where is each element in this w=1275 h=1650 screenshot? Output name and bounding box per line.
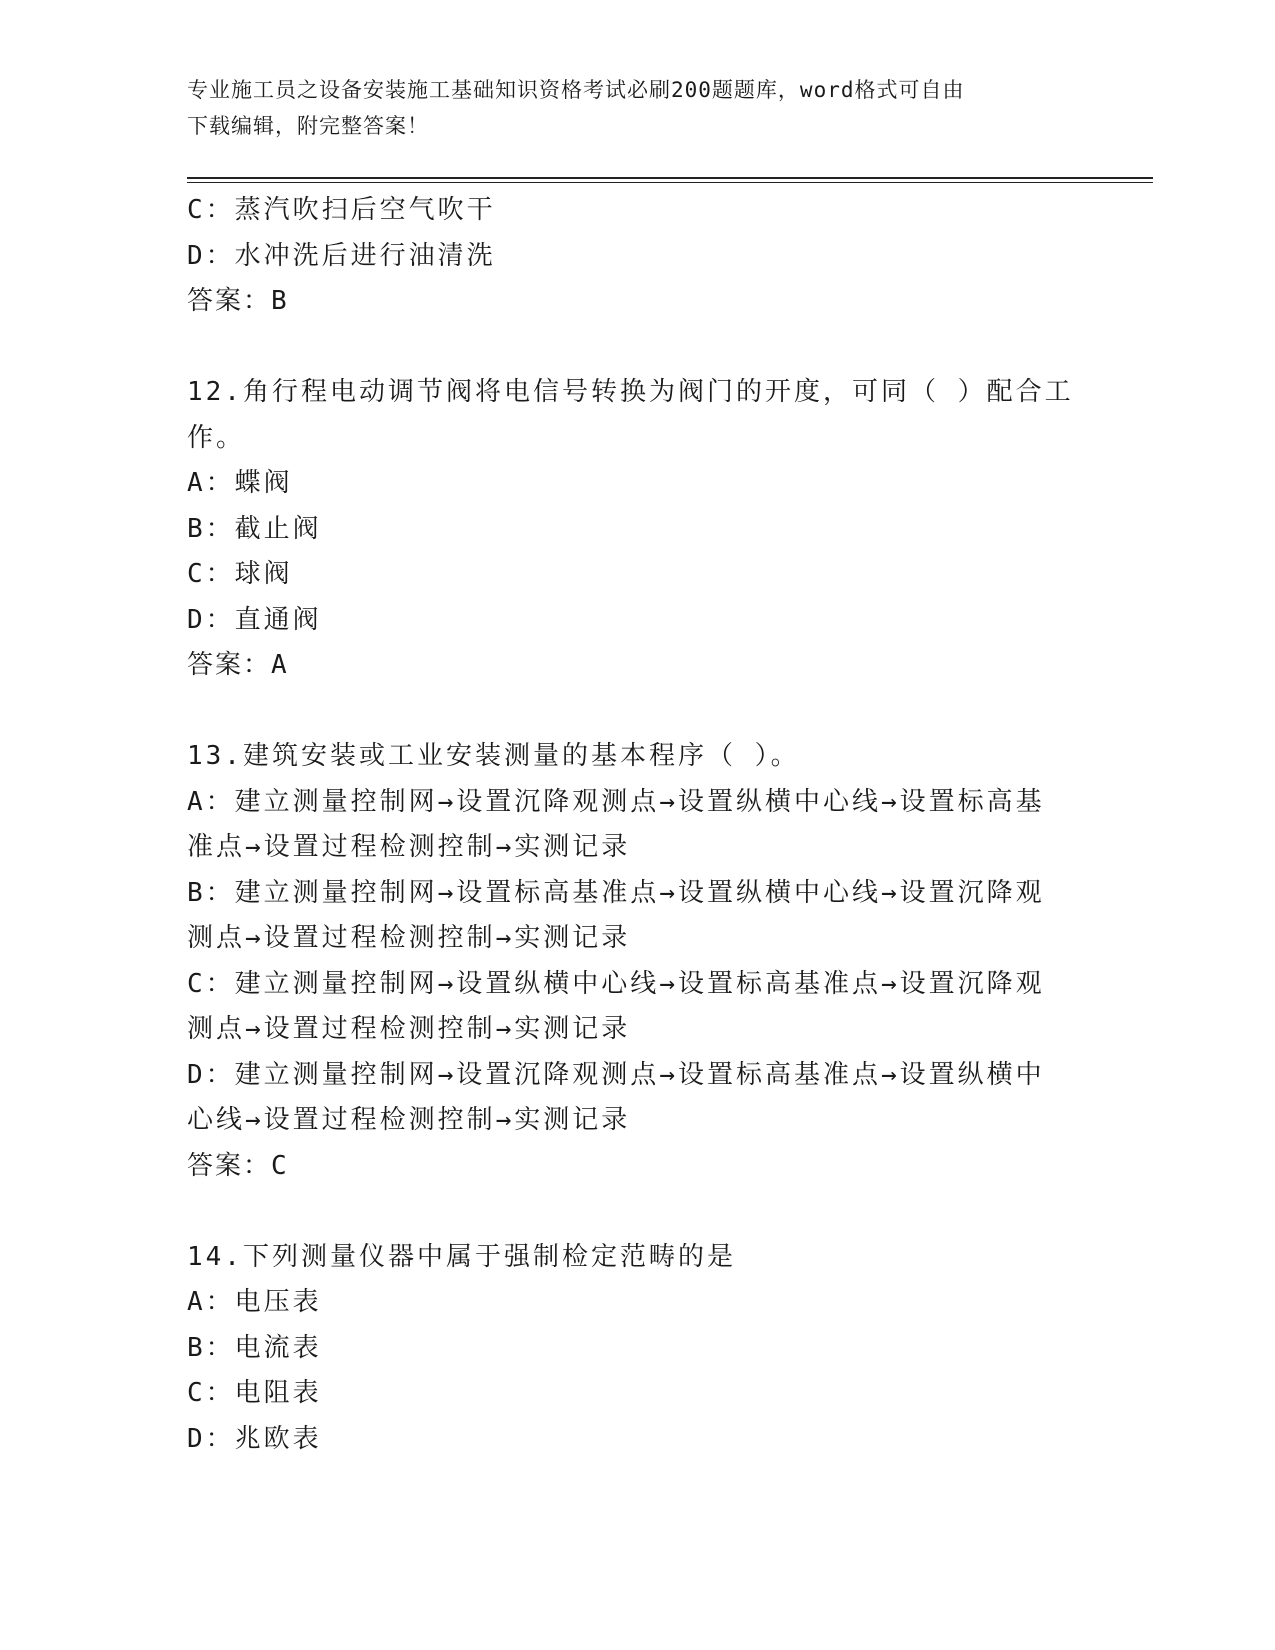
document-header: [187, 72, 1067, 144]
q12-option-a: A：蝶阀: [187, 468, 293, 498]
question-14: [187, 1235, 1077, 1463]
spacer: [187, 1189, 1077, 1235]
q12-answer: [187, 643, 1077, 689]
header-divider-thick: [187, 177, 1153, 179]
q13-answer-label: 答案：: [187, 1150, 272, 1181]
q13-option-b-line-1: B：建立测量控制网→设置标高基准点→设置纵横中心线→设置沉降观: [187, 877, 1045, 908]
q13-option-a-line-1: A：建立测量控制网→设置沉降观测点→设置纵横中心线→设置标高基: [187, 786, 1045, 817]
question-content: [187, 188, 1077, 1462]
q13-answer-value: C: [271, 1150, 290, 1181]
q13-option-a-line-2: 准点→设置过程检测控制→实测记录: [187, 832, 631, 862]
q12-option-d: D：直通阀: [187, 604, 322, 635]
q13-answer: [187, 1144, 1077, 1190]
q12-answer-label: 答案：: [187, 650, 272, 680]
q13-option-c-line-2: 测点→设置过程检测控制→实测记录: [187, 1014, 631, 1044]
q11-answer: [187, 279, 1077, 325]
q13-option-c-line-1: C：建立测量控制网→设置纵横中心线→设置标高基准点→设置沉降观: [187, 968, 1045, 999]
q12-option-b: B：截止阀: [187, 513, 322, 544]
q14-option-d: D：兆欧表: [187, 1423, 322, 1454]
q12-option-c: C：球阀: [187, 559, 293, 589]
q14-option-b: B：电流表: [187, 1332, 322, 1363]
spacer: [187, 689, 1077, 735]
q11-answer-value: B: [271, 286, 290, 316]
q12-stem-line-2: 作。: [187, 422, 246, 453]
q11-option-d: D：水冲洗后进行油清洗: [187, 240, 496, 271]
question-12: [187, 370, 1077, 689]
question-13: [187, 734, 1077, 1189]
q11-answer-label: 答案：: [187, 286, 272, 316]
spacer: [187, 325, 1077, 371]
question-11-tail: [187, 188, 1077, 325]
q14-stem: 14.下列测量仪器中属于强制检定范畴的是: [187, 1241, 736, 1272]
q11-option-c: C：蒸汽吹扫后空气吹干: [187, 195, 496, 225]
q13-option-d-line-1: D：建立测量控制网→设置沉降观测点→设置标高基准点→设置纵横中: [187, 1059, 1045, 1090]
q14-option-a: A：电压表: [187, 1287, 322, 1317]
q14-option-c: C：电阻表: [187, 1378, 322, 1408]
q12-stem-line-1: 12.角行程电动调节阀将电信号转换为阀门的开度，可同（ ）配合工: [187, 377, 1074, 407]
q13-option-d-line-2: 心线→设置过程检测控制→实测记录: [187, 1105, 631, 1135]
header-line-2: 下载编辑，附完整答案！: [187, 114, 429, 138]
header-line-1: 专业施工员之设备安装施工基础知识资格考试必刷200题题库，word格式可自由: [187, 78, 965, 102]
q13-option-b-line-2: 测点→设置过程检测控制→实测记录: [187, 923, 631, 953]
q13-stem: 13.建筑安装或工业安装测量的基本程序（ ）。: [187, 741, 800, 771]
q12-answer-value: A: [271, 650, 290, 680]
header-divider-thin: [187, 182, 1153, 183]
